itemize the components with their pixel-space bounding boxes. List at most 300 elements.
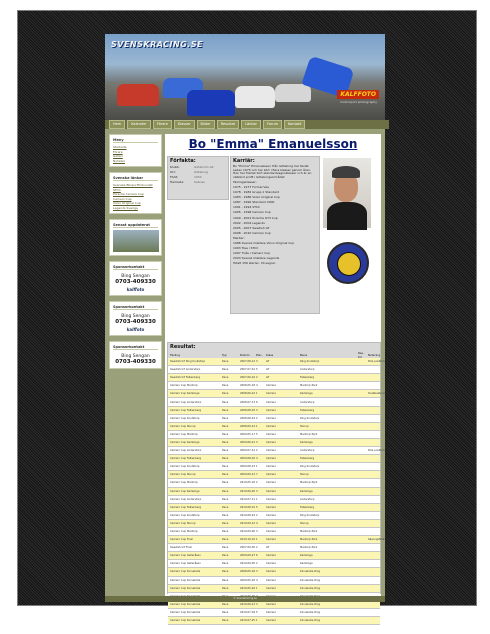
ad-title: Sponsorkontakt	[113, 345, 158, 350]
results-header	[168, 351, 380, 358]
result-place: 3	[256, 530, 258, 534]
result-race[interactable]: Camaro Cup Mantorp	[170, 384, 198, 388]
result-class: Camaro	[266, 521, 277, 525]
result-date: 2009-06-21	[240, 440, 256, 444]
table-row	[168, 366, 380, 374]
career-line: Bo "Emma" Emanuelsson från Göteborg har tävlat sedan 1975 och har kört i flera klasser genom åren. Han har främst kört standardvagnsklasser och är en välkänd profil i Göteborgsområdet.	[233, 164, 312, 179]
site-logo[interactable]: SVENSKRACING.SE	[111, 40, 204, 49]
result-place: 1	[256, 619, 258, 623]
sidebar-menu-link[interactable]: Galleri	[113, 154, 123, 158]
result-race[interactable]: Swedish GT Falkenberg	[170, 376, 200, 380]
header-car	[235, 86, 275, 108]
result-type: Race	[222, 554, 229, 558]
result-race[interactable]: Camaro Cup Final	[170, 538, 193, 542]
sidebar-menu-title: Meny	[113, 138, 158, 143]
result-class: Camaro	[266, 392, 277, 396]
career-line: 1983 - 1986 Volvo Original Cup	[233, 195, 280, 200]
result-track: Kinnekulle Ring	[300, 602, 321, 606]
result-type: Race	[222, 457, 229, 461]
result-date: 2008-08-24	[240, 416, 256, 420]
career-line: 1995 - 1998 Camaro Cup	[233, 210, 271, 215]
result-track: Anderstorp	[300, 449, 315, 453]
result-type: Race	[222, 505, 229, 509]
results-col-header[interactable]: Res. tid	[358, 350, 364, 359]
table-row	[168, 520, 380, 528]
result-place: 1	[256, 465, 258, 469]
result-track: Ring Knutstorp	[300, 360, 320, 364]
result-track: Kinnekulle Ring	[300, 610, 321, 614]
result-track: Ring Knutstorp	[300, 513, 320, 517]
portrait-hat	[332, 166, 360, 178]
result-type: Race	[222, 416, 229, 420]
table-row	[168, 536, 385, 544]
nav-item[interactable]: Klasser	[174, 120, 195, 129]
nav-item[interactable]: Förare	[153, 120, 172, 129]
result-place: 2	[256, 546, 258, 550]
result-race[interactable]: Camaro Cup Mantorp	[170, 481, 198, 485]
result-date: 2010-05-02	[240, 586, 256, 590]
result-type: Race	[222, 538, 229, 542]
result-date: 2010-07-04	[240, 610, 256, 614]
result-class: Camaro	[266, 416, 277, 420]
result-place: 3	[256, 360, 258, 364]
fact-value: 1954	[194, 175, 202, 179]
result-track: Falkenberg	[300, 505, 315, 509]
nav-item[interactable]: Länkar	[241, 120, 261, 129]
table-row	[168, 382, 380, 390]
nav-item[interactable]: Hem	[109, 120, 125, 129]
sidebar-menu-link[interactable]: Förare	[113, 149, 123, 154]
results-col-header[interactable]: Notering	[368, 352, 381, 357]
result-track: Mantorp Park	[300, 530, 318, 534]
result-place: 5	[256, 368, 258, 372]
result-race[interactable]: Camaro Cup Gelleråsen	[170, 562, 201, 566]
result-race[interactable]: Swedish GT Ring Knutstorp	[170, 360, 206, 364]
result-place: 1	[256, 538, 258, 542]
result-type: Race	[222, 440, 229, 444]
result-date: 2007-09-30	[240, 546, 256, 550]
result-date: 2010-09-05	[240, 562, 256, 566]
main-nav	[105, 120, 389, 129]
sidebar-links-box	[109, 172, 162, 214]
result-race[interactable]: Camaro Cup Falkenberg	[170, 457, 201, 461]
table-row	[168, 398, 380, 406]
result-place: 6	[256, 554, 258, 558]
club-emblem	[327, 242, 369, 284]
result-type: Race	[222, 376, 229, 380]
result-track: Kinnekulle Ring	[300, 619, 321, 623]
result-track: Mantorp Park	[300, 538, 318, 542]
ad-title: Sponsorkontakt	[113, 305, 158, 310]
table-row	[168, 407, 380, 415]
result-date: 2009-08-02	[240, 457, 256, 461]
career-line: 1975 - 1977 Formel Vee	[233, 184, 269, 189]
result-track: Kinnekulle Ring	[300, 586, 321, 590]
table-row	[168, 358, 385, 366]
result-place: 4	[256, 384, 258, 388]
result-track: Anderstorp	[300, 497, 315, 501]
result-type: Race	[222, 578, 229, 582]
site-header	[105, 34, 385, 120]
fact-key: Född:	[170, 175, 179, 179]
table-row	[168, 374, 380, 382]
result-class: Camaro	[266, 440, 277, 444]
result-place: 2	[256, 416, 258, 420]
table-row	[168, 504, 380, 512]
latest-photo-thumbnail[interactable]	[113, 230, 159, 252]
career-line: 1987 - 1990 Standard 2000	[233, 200, 275, 205]
result-date: 2009-07-12	[240, 449, 256, 453]
career-line: 1993 Trea i STCC	[233, 246, 259, 251]
result-class: Camaro	[266, 602, 277, 606]
nav-item[interactable]: Bilder	[197, 120, 215, 129]
nav-item[interactable]: Forum	[263, 120, 282, 129]
result-type: Race	[222, 602, 229, 606]
result-date: 2008-06-22	[240, 392, 256, 396]
result-note: Snabbaste varv	[368, 392, 389, 396]
sidebar	[109, 134, 162, 374]
result-place: 1	[256, 497, 258, 501]
sidebar-link[interactable]: Camaro Cup	[113, 196, 132, 201]
result-class: Camaro	[266, 586, 277, 590]
results-col-header[interactable]: Tävling	[170, 352, 180, 357]
table-row	[168, 447, 385, 455]
career-line: 1991 - 1994 STCC	[233, 205, 260, 210]
result-place: 3	[256, 570, 258, 574]
result-class: Camaro	[266, 384, 277, 388]
result-track: Sturup	[300, 521, 309, 525]
result-race[interactable]: Swedish GT Anderstorp	[170, 368, 201, 372]
ad-contact-name: Bing Sengan	[121, 274, 150, 279]
fact-key: Klubb:	[170, 165, 180, 169]
result-date: 2008-09-14	[240, 424, 256, 428]
result-type: Race	[222, 368, 229, 372]
sidebar-menu-link[interactable]: Startsida	[113, 145, 127, 149]
result-place: 5	[256, 505, 258, 509]
result-date: 2010-09-26	[240, 530, 256, 534]
result-date: 2010-07-25	[240, 619, 256, 623]
table-row	[168, 455, 380, 463]
result-date: 2008-08-03	[240, 408, 256, 412]
result-type: Race	[222, 408, 229, 412]
results-col-header[interactable]: Typ	[222, 352, 227, 357]
result-track: Karlskoga	[300, 562, 313, 566]
result-track: Mantorp Park	[300, 546, 318, 550]
career-line: 2002 - 2004 Legends	[233, 220, 265, 225]
table-row	[168, 479, 380, 487]
result-race[interactable]: Camaro Cup Knutstorp	[170, 465, 200, 469]
result-place: 2	[256, 449, 258, 453]
result-type: Race	[222, 432, 229, 436]
result-class: Camaro	[266, 610, 277, 614]
career-line: 1999 - 2001 Porsche GT3 Cup	[233, 215, 278, 220]
result-type: Race	[222, 530, 229, 534]
result-date: 2008-05-18	[240, 384, 256, 388]
result-place: 5	[256, 432, 258, 436]
result-type: Race	[222, 570, 229, 574]
result-date: 2007-08-12	[240, 360, 256, 364]
sidebar-menu-link[interactable]: Nyheter	[113, 158, 126, 163]
facts-box	[167, 156, 229, 200]
result-type: Race	[222, 521, 229, 525]
result-class: Camaro	[266, 400, 277, 404]
result-place: 1	[256, 424, 258, 428]
result-note: Säsongsfinal	[368, 538, 385, 542]
result-race[interactable]: Camaro Cup Falkenberg	[170, 408, 201, 412]
result-type: Race	[222, 513, 229, 517]
result-class: Camaro	[266, 449, 277, 453]
nav-item[interactable]: Kontakt	[284, 120, 305, 129]
result-track: Falkenberg	[300, 408, 315, 412]
result-type: Race	[222, 424, 229, 428]
result-date: 2010-06-20	[240, 489, 256, 493]
result-class: GT	[266, 546, 270, 550]
ad-logo[interactable]: kalffoto	[126, 327, 145, 332]
result-race[interactable]: Camaro Cup Anderstorp	[170, 400, 202, 404]
result-place: 4	[256, 578, 258, 582]
sidebar-link[interactable]: Svenska Bilsportförbundet	[113, 183, 153, 187]
result-place: 4	[256, 521, 258, 525]
results-title: Resultat:	[170, 344, 196, 350]
result-place: 1	[256, 392, 258, 396]
club-emblem-center	[337, 252, 361, 276]
career-line: Meriter:	[233, 235, 245, 240]
result-race[interactable]: Swedish GT Final	[170, 546, 192, 550]
result-type: Race	[222, 619, 229, 623]
result-type: Race	[222, 586, 229, 590]
result-place: 3	[256, 408, 258, 412]
result-type: Race	[222, 546, 229, 550]
table-row	[168, 431, 380, 439]
result-type: Race	[222, 400, 229, 404]
result-track: Karlskoga	[300, 440, 313, 444]
result-place: 6	[256, 400, 258, 404]
career-text	[231, 165, 319, 266]
result-class: Camaro	[266, 424, 277, 428]
result-place: 1	[256, 586, 258, 590]
result-date: 2010-05-16	[240, 481, 256, 485]
result-type: Race	[222, 465, 229, 469]
result-class: GT	[266, 376, 270, 380]
sidebar-link[interactable]: Porsche Carrera Cup	[113, 192, 144, 196]
result-place: 2	[256, 513, 258, 517]
sidebar-link[interactable]: Legends Sverige	[113, 205, 138, 210]
result-class: Camaro	[266, 489, 277, 493]
result-type: Race	[222, 473, 229, 477]
result-type: Race	[222, 497, 229, 501]
result-class: Camaro	[266, 505, 277, 509]
sidebar-links-title: Svenska länkar	[113, 176, 158, 181]
fact-value: Göteborg	[194, 170, 209, 174]
result-place: 2	[256, 562, 258, 566]
result-race[interactable]: Camaro Cup Kinnekulle	[170, 619, 201, 623]
career-line: 1978 - 1982 Grupp 1 Standard	[233, 190, 279, 195]
result-track: Falkenberg	[300, 457, 315, 461]
result-class: Camaro	[266, 497, 277, 501]
sponsor-logo[interactable]: KALFFOTO	[337, 90, 379, 99]
table-row	[168, 617, 380, 625]
result-type: Race	[222, 481, 229, 485]
table-row	[168, 512, 380, 520]
result-race[interactable]: Camaro Cup Knutstorp	[170, 513, 200, 517]
result-class: Camaro	[266, 408, 277, 412]
ad-contact-name: Bing Sengan	[121, 354, 150, 359]
site-page	[105, 34, 389, 623]
career-line: 2008 - 2010 Camaro Cup	[233, 230, 271, 235]
ad-contact-name: Bing Sengan	[121, 314, 150, 319]
table-row	[168, 601, 380, 609]
result-race[interactable]: Camaro Cup Kinnekulle	[170, 570, 201, 574]
result-place: 2	[256, 481, 258, 485]
result-track: Mantorp Park	[300, 384, 318, 388]
table-row	[168, 585, 380, 593]
result-class: Camaro	[266, 530, 277, 534]
result-race[interactable]: Camaro Cup Falkenberg	[170, 505, 201, 509]
table-row	[168, 609, 380, 617]
table-row	[168, 390, 389, 398]
result-class: Camaro	[266, 473, 277, 477]
table-row	[168, 544, 380, 552]
result-date: 2010-08-01	[240, 505, 256, 509]
result-race[interactable]: Camaro Cup Kinnekulle	[170, 586, 201, 590]
results-table-body	[168, 358, 389, 625]
result-track: Kinnekulle Ring	[300, 578, 321, 582]
result-track: Mantorp Park	[300, 481, 318, 485]
header-car	[275, 84, 311, 102]
result-class: Camaro	[266, 432, 277, 436]
sidebar-photo-title: Senast uppdaterat	[113, 223, 158, 228]
ad-title: Sponsorkontakt	[113, 265, 158, 270]
result-class: Camaro	[266, 457, 277, 461]
result-note: Pole position	[368, 449, 385, 453]
result-race[interactable]: Camaro Cup Karlskoga	[170, 440, 200, 444]
nav-item[interactable]: Resultat	[217, 120, 239, 129]
result-track: Ring Knutstorp	[300, 416, 320, 420]
result-date: 2010-10-10	[240, 538, 256, 542]
result-date: 2010-07-11	[240, 497, 256, 501]
fact-value: Götaholm AK	[194, 165, 214, 169]
nav-item[interactable]: Kalender	[127, 120, 151, 129]
result-race[interactable]: Camaro Cup Kinnekulle	[170, 578, 201, 582]
result-track: Anderstorp	[300, 368, 315, 372]
fact-key: Ort:	[170, 170, 176, 174]
result-race[interactable]: Camaro Cup Mantorp	[170, 432, 198, 436]
result-track: Karlskoga	[300, 554, 313, 558]
table-row	[168, 528, 380, 536]
result-track: Karlskoga	[300, 489, 313, 493]
fact-row	[168, 180, 228, 185]
sidebar-photo-box	[109, 219, 162, 256]
table-row	[168, 577, 380, 585]
header-car	[187, 90, 235, 116]
result-race[interactable]: Camaro Cup Knutstorp	[170, 416, 200, 420]
table-row	[168, 463, 380, 471]
result-race[interactable]: Camaro Cup Sturup	[170, 521, 196, 525]
result-track: Sturup	[300, 473, 309, 477]
result-track: Sturup	[300, 424, 309, 428]
career-line: 2003 Svensk mästare Legends	[233, 256, 280, 261]
site-footer: © Svenskracing.se	[105, 596, 385, 602]
sidebar-link[interactable]: STCC	[113, 187, 121, 192]
results-col-header[interactable]: Bana	[300, 352, 308, 357]
result-place: 2	[256, 376, 258, 380]
result-place: 5	[256, 610, 258, 614]
result-date: 2007-07-01	[240, 368, 256, 372]
table-row	[168, 568, 380, 576]
result-type: Race	[222, 449, 229, 453]
result-class: GT	[266, 368, 270, 372]
career-line: Totalt 156 starter, 34 segrar.	[233, 261, 276, 266]
result-race[interactable]: Camaro Cup Kinnekulle	[170, 610, 201, 614]
result-class: Camaro	[266, 465, 277, 469]
result-race[interactable]: Camaro Cup Karlskoga	[170, 392, 200, 396]
result-place: 3	[256, 440, 258, 444]
result-date: 2009-08-23	[240, 465, 256, 469]
result-race[interactable]: Camaro Cup Anderstorp	[170, 449, 202, 453]
result-class: Camaro	[266, 554, 277, 558]
ad-phone: 0703-409330	[115, 279, 156, 285]
results-col-header[interactable]: Datum	[240, 352, 250, 357]
result-class: Camaro	[266, 513, 277, 517]
result-class: Camaro	[266, 578, 277, 582]
career-line: 1986 Svensk mästare Volvo Original Cup	[233, 241, 295, 245]
result-race[interactable]: Camaro Cup Mantorp	[170, 530, 198, 534]
career-title: Karriär:	[233, 158, 255, 164]
result-place: 3	[256, 489, 258, 493]
header-car	[117, 84, 159, 106]
result-date: 2009-09-27	[240, 554, 256, 558]
table-row	[168, 488, 380, 496]
result-class: Camaro	[266, 619, 277, 623]
result-date: 2009-09-13	[240, 473, 256, 477]
result-date: 2008-07-13	[240, 400, 256, 404]
result-track: Mantorp Park	[300, 432, 318, 436]
results-col-header[interactable]: Klass	[266, 352, 274, 357]
career-line: 1997 Tvåa i Camaro Cup	[233, 251, 271, 256]
table-row	[168, 423, 380, 431]
sponsor-ad-box	[109, 301, 162, 336]
result-race[interactable]: Camaro Cup Sturup	[170, 424, 196, 428]
career-line: 2005 - 2007 Swedish GT	[233, 225, 270, 230]
result-date: 2008-05-04	[240, 570, 256, 574]
results-col-header[interactable]: Plac.	[256, 352, 263, 357]
result-race[interactable]: Camaro Cup Anderstorp	[170, 497, 202, 501]
sponsor-ad-box	[109, 341, 162, 369]
result-race[interactable]: Camaro Cup Karlskoga	[170, 489, 200, 493]
result-race[interactable]: Camaro Cup Kinnekulle	[170, 602, 201, 606]
fact-key: Hemsida:	[170, 180, 185, 184]
result-date: 2007-06-10	[240, 376, 256, 380]
page-title: Bo "Emma" Emanuelsson	[188, 137, 358, 151]
result-place: 7	[256, 473, 258, 477]
result-race[interactable]: Camaro Cup Sturup	[170, 473, 196, 477]
result-race[interactable]: Camaro Cup Gelleråsen	[170, 554, 201, 558]
result-class: Camaro	[266, 562, 277, 566]
result-date: 2010-06-13	[240, 602, 256, 606]
ad-logo[interactable]: kalffoto	[126, 287, 145, 292]
sidebar-link[interactable]: Volvo Original Cup	[113, 201, 141, 205]
result-class: Camaro	[266, 481, 277, 485]
ad-phone: 0703-409330	[115, 359, 156, 365]
portrait-shirt	[327, 202, 367, 230]
result-place: 3	[256, 602, 258, 606]
result-place: 4	[256, 457, 258, 461]
table-row	[168, 496, 380, 504]
result-type: Race	[222, 392, 229, 396]
career-box	[230, 156, 320, 314]
result-date: 2009-05-03	[240, 578, 256, 582]
result-track: Falkenberg	[300, 376, 315, 380]
